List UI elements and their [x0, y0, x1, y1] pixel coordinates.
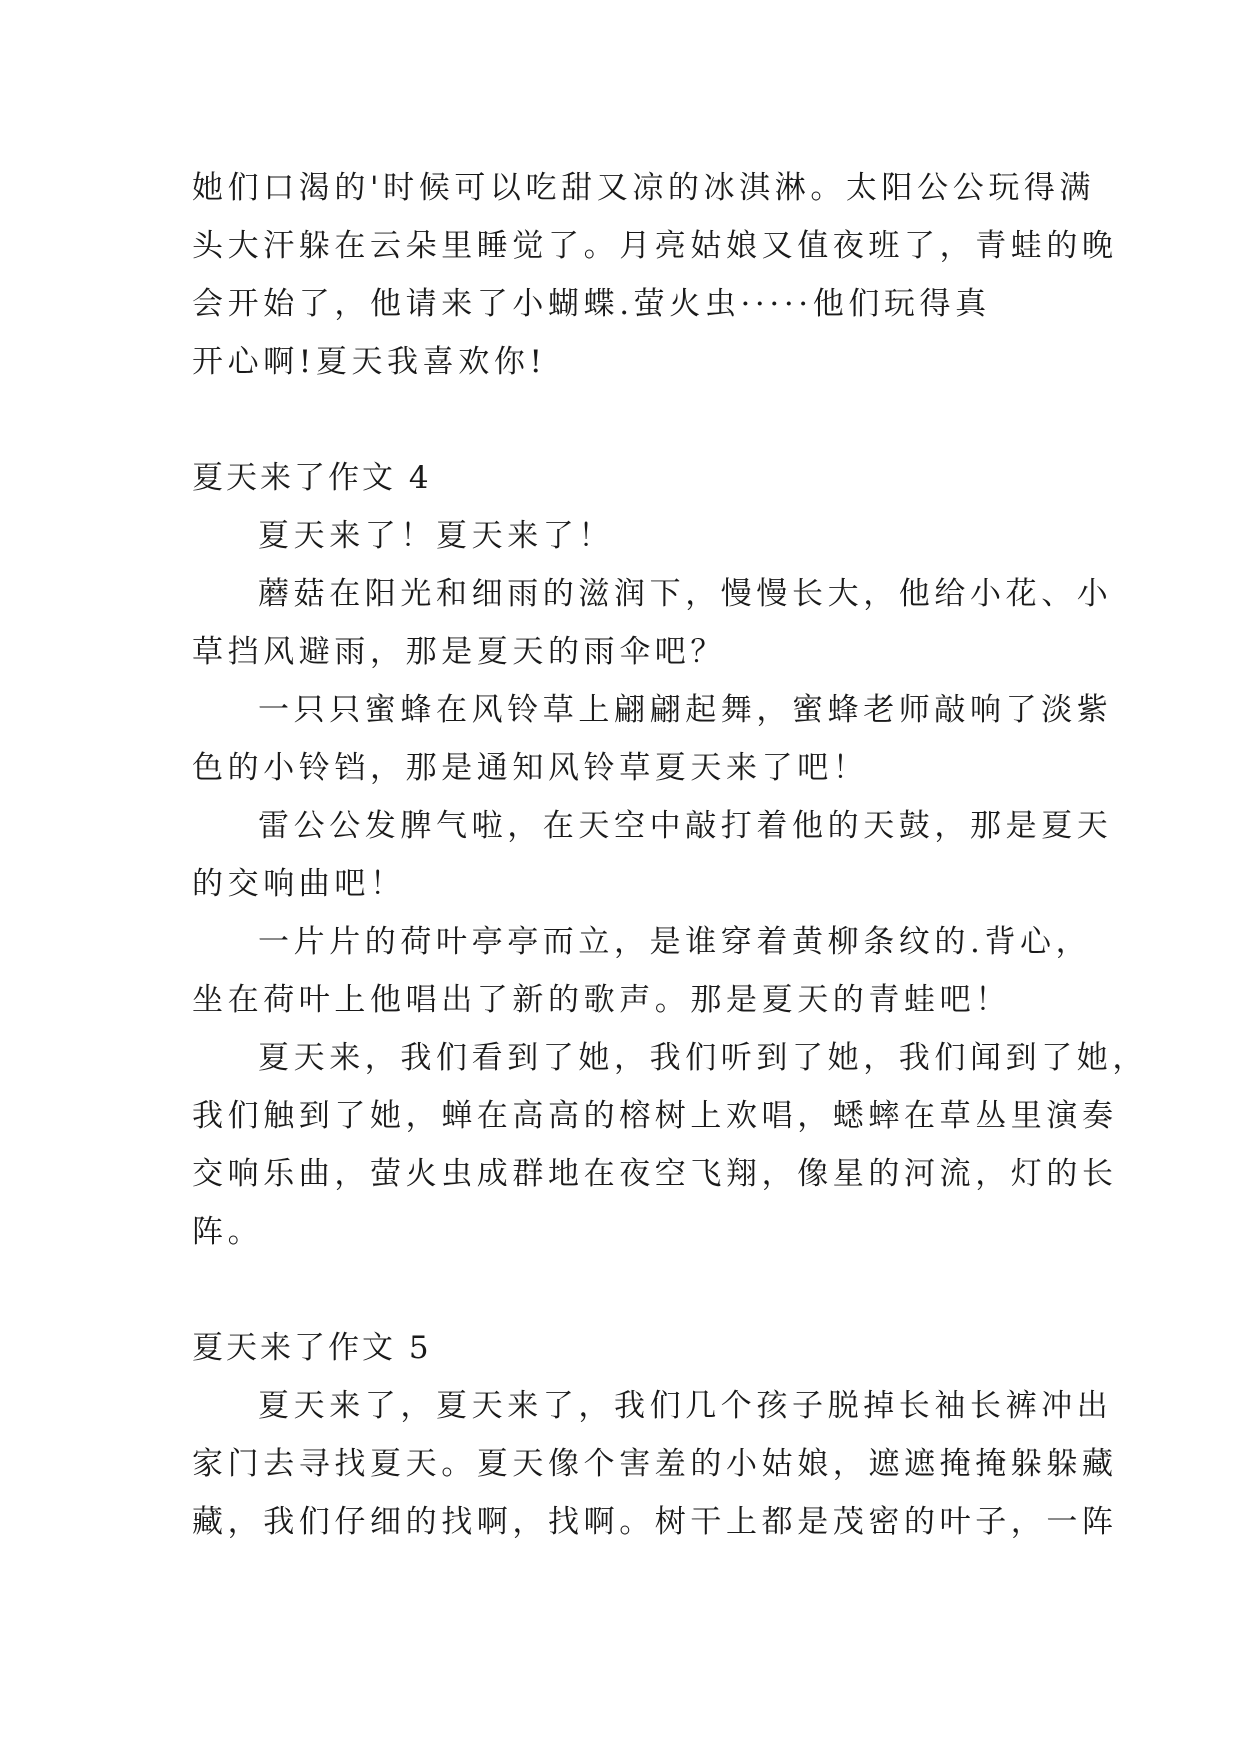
paragraph-line: 雷公公发脾气啦，在天空中敲打着他的天鼓，那是夏天	[258, 808, 1113, 844]
paragraph-line: 我们触到了她，蝉在高高的榕树上欢唱，蟋蟀在草丛里演奏	[192, 1098, 1118, 1134]
paragraph-line: 一只只蜜蜂在风铃草上翩翩起舞，蜜蜂老师敲响了淡紫	[258, 692, 1113, 728]
paragraph-line: 坐在荷叶上他唱出了新的歌声。那是夏天的青蛙吧！	[192, 982, 1011, 1018]
section-heading: 夏天来了作文 5	[192, 1330, 432, 1366]
paragraph-line: 头大汗躲在云朵里睡觉了。月亮姑娘又值夜班了，青蛙的晚	[192, 228, 1118, 264]
paragraph-line: 交响乐曲，萤火虫成群地在夜空飞翔，像星的河流，灯的长	[192, 1156, 1118, 1192]
section-heading: 夏天来了作文 4	[192, 460, 432, 496]
paragraph-line: 夏天来了！夏天来了！	[258, 518, 614, 554]
paragraph-line: 阵。	[192, 1214, 264, 1250]
paragraph-line: 的交响曲吧！	[192, 866, 406, 902]
paragraph-line: 会开始了，他请来了小蝴蝶.萤火虫·····他们玩得真	[192, 286, 991, 322]
paragraph-line: 开心啊!夏天我喜欢你!	[192, 344, 547, 380]
paragraph-line: 家门去寻找夏天。夏天像个害羞的小姑娘，遮遮掩掩躲躲藏	[192, 1446, 1118, 1482]
paragraph-line: 夏天来，我们看到了她，我们听到了她，我们闻到了她，	[258, 1040, 1148, 1076]
paragraph-line: 藏，我们仔细的找啊，找啊。树干上都是茂密的叶子，一阵	[192, 1504, 1118, 1540]
paragraph-line: 色的小铃铛，那是通知风铃草夏天来了吧！	[192, 750, 869, 786]
paragraph-line: 草挡风避雨，那是夏天的雨伞吧？	[192, 634, 726, 670]
paragraph-line: 一片片的荷叶亭亭而立，是谁穿着黄柳条纹的.背心，	[258, 924, 1092, 960]
paragraph-line: 蘑菇在阳光和细雨的滋润下，慢慢长大，他给小花、小	[258, 576, 1113, 612]
paragraph-line: 夏天来了，夏天来了，我们几个孩子脱掉长袖长裤冲出	[258, 1388, 1113, 1424]
paragraph-line: 她们口渴的'时候可以吃甜又凉的冰淇淋。太阳公公玩得满	[192, 170, 1096, 206]
